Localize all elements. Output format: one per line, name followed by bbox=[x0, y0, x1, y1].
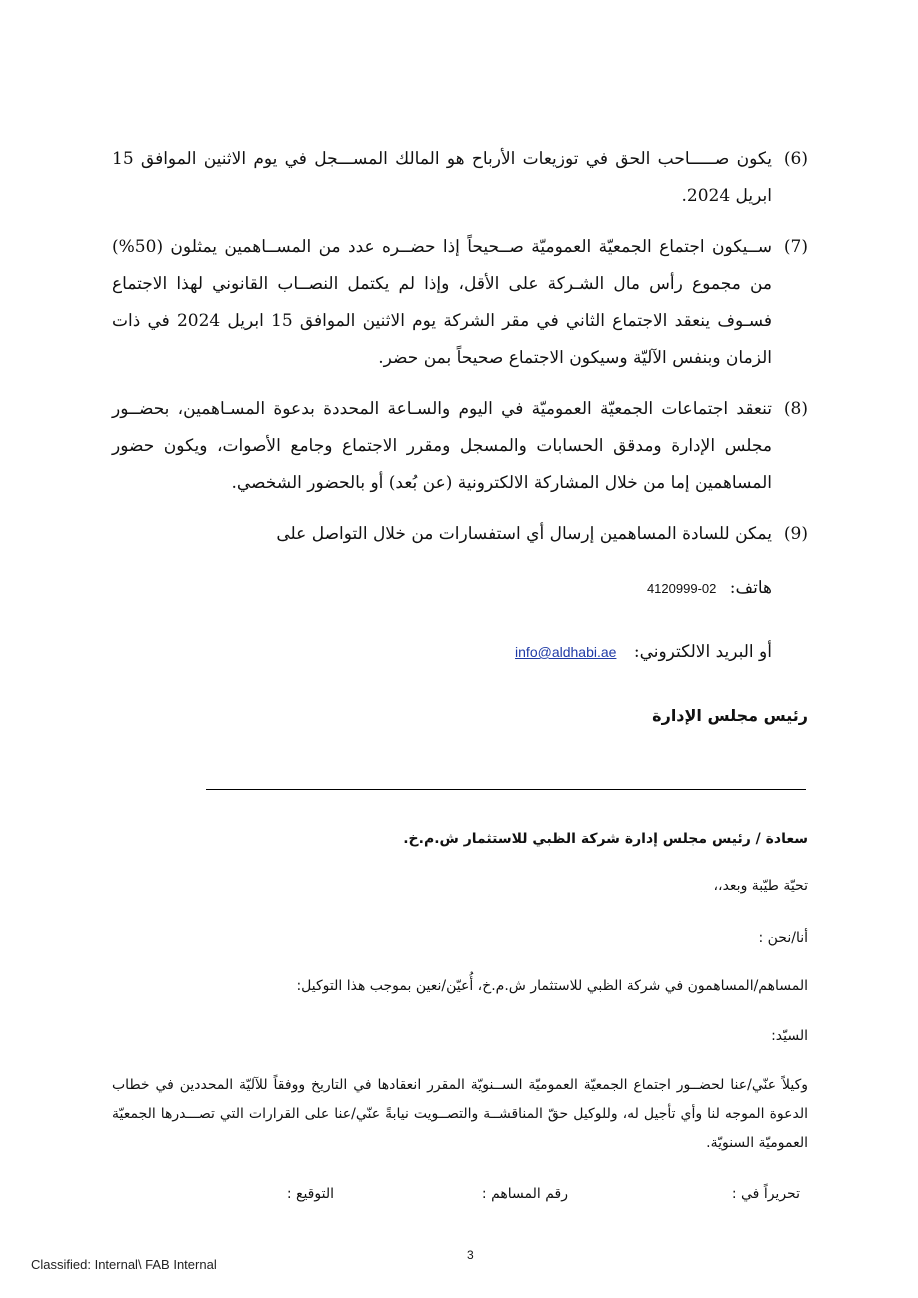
item-number: (6) bbox=[783, 149, 808, 169]
signature-label: التوقيع : bbox=[286, 1186, 334, 1202]
written-at-label: تحريراً في : bbox=[731, 1186, 800, 1202]
phone-label: هاتف: bbox=[729, 578, 772, 598]
list-item-8 bbox=[112, 391, 808, 502]
item-number: (7) bbox=[783, 237, 808, 257]
signature-divider bbox=[206, 789, 806, 790]
item-number: (9) bbox=[783, 524, 808, 544]
phone-line bbox=[647, 578, 772, 598]
shareholders-line: المساهم/المساهمون في شركة الظبي للاستثمار ش.م.خ، أُعيّن/نعين بموجب هذا التوكيل: bbox=[296, 978, 808, 994]
mr-label: السيّد: bbox=[771, 1028, 808, 1044]
email-link[interactable]: info@aldhabi.ae bbox=[515, 644, 617, 660]
i-we-label: أنا/نحن : bbox=[758, 930, 808, 946]
page-number: 3 bbox=[467, 1248, 474, 1262]
classification-footer: Classified: Internal\ FAB Internal bbox=[31, 1257, 217, 1272]
item-text: يكون صـــــاحب الحق في توزيعات الأرباح هو المالك المســـجل في يوم الاثنين الموافق 15 ابريل 2024. bbox=[112, 149, 772, 206]
item-text: يمكن للسادة المساهمين إرسال أي استفسارات من خلال التواصل على bbox=[276, 524, 772, 544]
list-item-7 bbox=[112, 229, 808, 377]
phone-value: 02-4120999 bbox=[646, 581, 717, 596]
greeting: تحيّة طيّبة وبعد،، bbox=[713, 878, 808, 894]
item-text: ســيكون اجتماع الجمعيّة العموميّة صــحيحاً إذا حضــره عدد من المســاهمين يمثلون (50%) من مجموع رأس مال الشـركة على الأقل، وإذا لم يكتمل النصــاب القانوني لهذا الاجتماع فسـوف ينعقد الاجتماع الثاني في مقر الشركة يوم الاثنين الموافق 15 ابريل 2024 في ذات الزمان وبنفس الآليّة وسيكون الاجتماع صحيحاً بمن حضر. bbox=[112, 237, 773, 368]
agency-paragraph: وكيلاً عنّي/عنا لحضــور اجتماع الجمعيّة العموميّة الســنويّة المقرر انعقادها في التاريخ ووفقاً للآليّة المحددين في خطاب الدعوة الموجه لنا وأي تأجيل له، وللوكيل حقّ المناقشــة والتصــويت نيابةً عنّي/عنا على القرارات التي تصـــدرها الجمعيّة العموميّة السنويّة. bbox=[112, 1077, 808, 1151]
item-number: (8) bbox=[783, 399, 808, 419]
email-line bbox=[515, 642, 772, 662]
item-text: تنعقد اجتماعات الجمعيّة العموميّة في اليوم والسـاعة المحددة بدعوة المسـاهمين، بحضــور مجلس الإدارة ومدقق الحسابات والمسجل ومقرر الاجتماع وجامع الأصوات، ويكون حضور المساهمين إما من خلال المشاركة الالكترونية (عن بُعد) أو بالحضور الشخصي. bbox=[112, 399, 772, 493]
shareholder-number-label: رقم المساهم : bbox=[481, 1186, 568, 1202]
chairman-heading: رئيس مجلس الإدارة bbox=[652, 706, 808, 725]
email-label: أو البريد الالكتروني: bbox=[633, 642, 772, 662]
list-item-9 bbox=[112, 516, 808, 553]
proxy-addressee: سعادة / رئيس مجلس إدارة شركة الظبي للاستثمار ش.م.خ. bbox=[403, 831, 808, 847]
list-item-6 bbox=[112, 141, 808, 215]
